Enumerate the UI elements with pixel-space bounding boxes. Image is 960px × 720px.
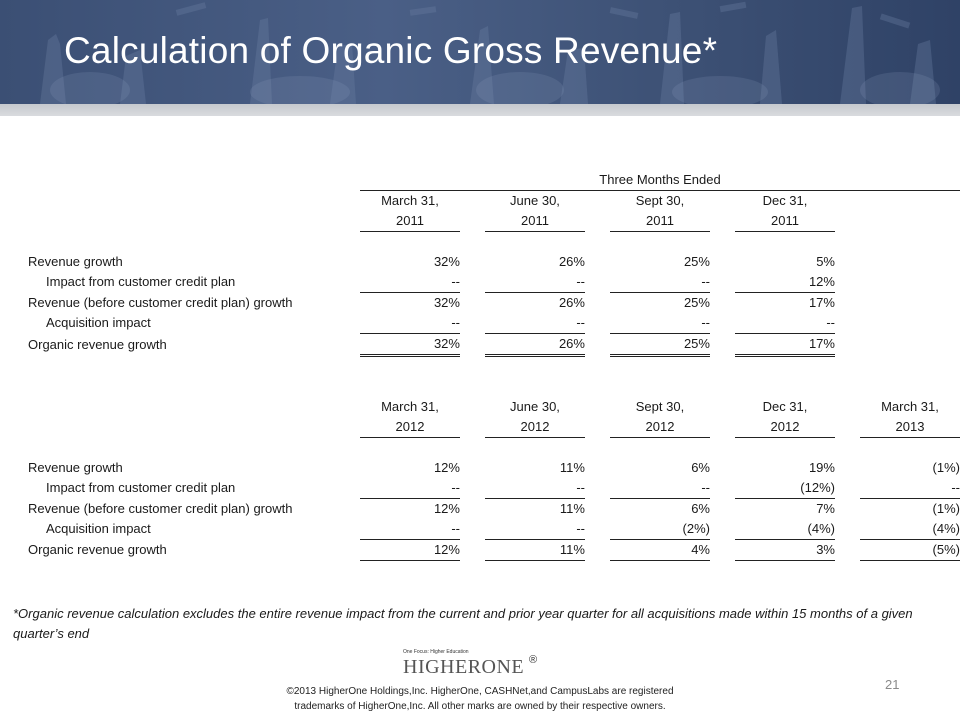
col-header-year: 2011: [735, 211, 835, 232]
col-header-month: Dec 31,: [762, 193, 808, 208]
col-header-year: 2012: [360, 417, 460, 438]
table-cell: (5%): [860, 540, 960, 561]
table-cell: 4%: [610, 540, 710, 561]
page-number: 21: [885, 677, 900, 692]
table-cell: 17%: [735, 334, 835, 356]
table-cell: 12%: [433, 501, 460, 516]
col-header-month: March 31,: [381, 399, 439, 414]
col-header-year: 2012: [610, 417, 710, 438]
table-cell: 26%: [485, 334, 585, 356]
table-cell: 32%: [433, 295, 460, 310]
table-cell: 25%: [683, 295, 710, 310]
table-cell: 6%: [691, 460, 710, 475]
table-row-rev-before-ccp: [24, 499, 960, 520]
copyright-line-2: trademarks of HigherOne,Inc. All other marks are owned by their respective owners.: [294, 701, 666, 712]
col-header-year: 2012: [735, 417, 835, 438]
col-header-month: Sept 30,: [635, 399, 685, 414]
row-label: Revenue growth: [28, 254, 123, 269]
footnote: *Organic revenue calculation excludes the entire revenue impact from the current and prior year quarter for all acquisitions made within 15 months of a given quarter’s end: [13, 606, 913, 641]
table-cell: 5%: [816, 254, 835, 269]
table-cell: 12%: [735, 272, 835, 293]
table-cell: 12%: [360, 540, 460, 561]
table-cell: (4%): [735, 519, 835, 540]
row-label: Organic revenue growth: [28, 542, 167, 557]
table-cell: (1%): [932, 460, 960, 475]
table-cell: --: [860, 478, 960, 499]
row-label: Revenue growth: [28, 460, 123, 475]
header-row-years-2012: [24, 417, 960, 438]
table-cell: 25%: [610, 334, 710, 356]
table-row-rev-before-ccp: [24, 293, 960, 314]
table-cell: (12%): [735, 478, 835, 499]
table-cell: --: [360, 519, 460, 540]
higherone-logo: [403, 646, 563, 680]
table-cell: (4%): [860, 519, 960, 540]
table-row-acquisition: [24, 519, 960, 540]
col-header-year: 2011: [610, 211, 710, 232]
header-row-months-2012: [24, 397, 960, 417]
table-row-acquisition: [24, 313, 960, 334]
table-cell: (1%): [932, 501, 960, 516]
table-cell: 17%: [808, 295, 835, 310]
table-cell: 26%: [558, 254, 585, 269]
table-cell: 25%: [683, 254, 710, 269]
table-row-impact-ccp: [24, 478, 960, 499]
copyright-notice: [0, 684, 960, 714]
copyright-line-1: ©2013 HigherOne Holdings,Inc. HigherOne, CASHNet,and CampusLabs are registered: [286, 686, 674, 697]
col-header-year: 2011: [360, 211, 460, 232]
table-cell: --: [360, 272, 460, 293]
col-header-month: June 30,: [510, 399, 560, 414]
table-row-revenue-growth: [24, 458, 960, 478]
table-row-organic: [24, 334, 960, 356]
logo-tagline: One Focus: Higher Education: [403, 649, 469, 655]
row-label: Revenue (before customer credit plan) growth: [28, 500, 293, 516]
table-cell: 7%: [816, 501, 835, 516]
table-cell: --: [610, 478, 710, 499]
col-header-month: Sept 30,: [635, 193, 685, 208]
table-cell: --: [485, 272, 585, 293]
three-months-ended-label: Three Months Ended: [360, 170, 960, 191]
logo-wordmark: HIGHERONE: [403, 656, 525, 678]
section-header-row: [24, 170, 960, 191]
col-header-year: 2012: [485, 417, 585, 438]
table-cell: --: [360, 478, 460, 499]
banner-divider: [0, 104, 960, 116]
page-title: Calculation of Organic Gross Revenue*: [64, 30, 718, 71]
organic-revenue-table: [24, 170, 960, 561]
table-cell: 3%: [735, 540, 835, 561]
table-cell: --: [485, 519, 585, 540]
col-header-month: Dec 31,: [762, 399, 808, 414]
row-label: Organic revenue growth: [28, 336, 167, 352]
table-cell: 12%: [433, 460, 460, 475]
row-label: Revenue (before customer credit plan) growth: [28, 294, 293, 310]
col-header-year: 2011: [485, 211, 585, 232]
col-header-month: March 31,: [881, 399, 939, 414]
table-cell: 6%: [691, 501, 710, 516]
table-cell: --: [485, 478, 585, 499]
header-row-months-2011: [24, 191, 960, 212]
table-cell: 11%: [559, 460, 585, 475]
table-cell: --: [485, 313, 585, 334]
table-cell: --: [610, 313, 710, 334]
table-row-revenue-growth: [24, 252, 960, 272]
table-cell: 32%: [433, 254, 460, 269]
col-header-month: June 30,: [510, 193, 560, 208]
table-row-organic: [24, 540, 960, 561]
row-label: Acquisition impact: [46, 315, 151, 331]
table-row-impact-ccp: [24, 272, 960, 293]
title-banner: [0, 0, 960, 104]
table-cell: --: [735, 313, 835, 334]
table-cell: 32%: [360, 334, 460, 356]
row-label: Acquisition impact: [46, 521, 151, 537]
col-header-year: 2013: [860, 417, 960, 438]
table-cell: (2%): [610, 519, 710, 540]
registered-mark: ®: [529, 654, 538, 666]
table-cell: 11%: [485, 540, 585, 561]
table-cell: 11%: [559, 501, 585, 516]
table-cell: --: [360, 313, 460, 334]
row-label: Impact from customer credit plan: [46, 274, 236, 290]
col-header-month: March 31,: [381, 193, 439, 208]
table-cell: --: [610, 272, 710, 293]
table-cell: 19%: [808, 460, 835, 475]
table-cell: 26%: [558, 295, 585, 310]
header-row-years-2011: [24, 211, 960, 232]
row-label: Impact from customer credit plan: [46, 480, 236, 496]
